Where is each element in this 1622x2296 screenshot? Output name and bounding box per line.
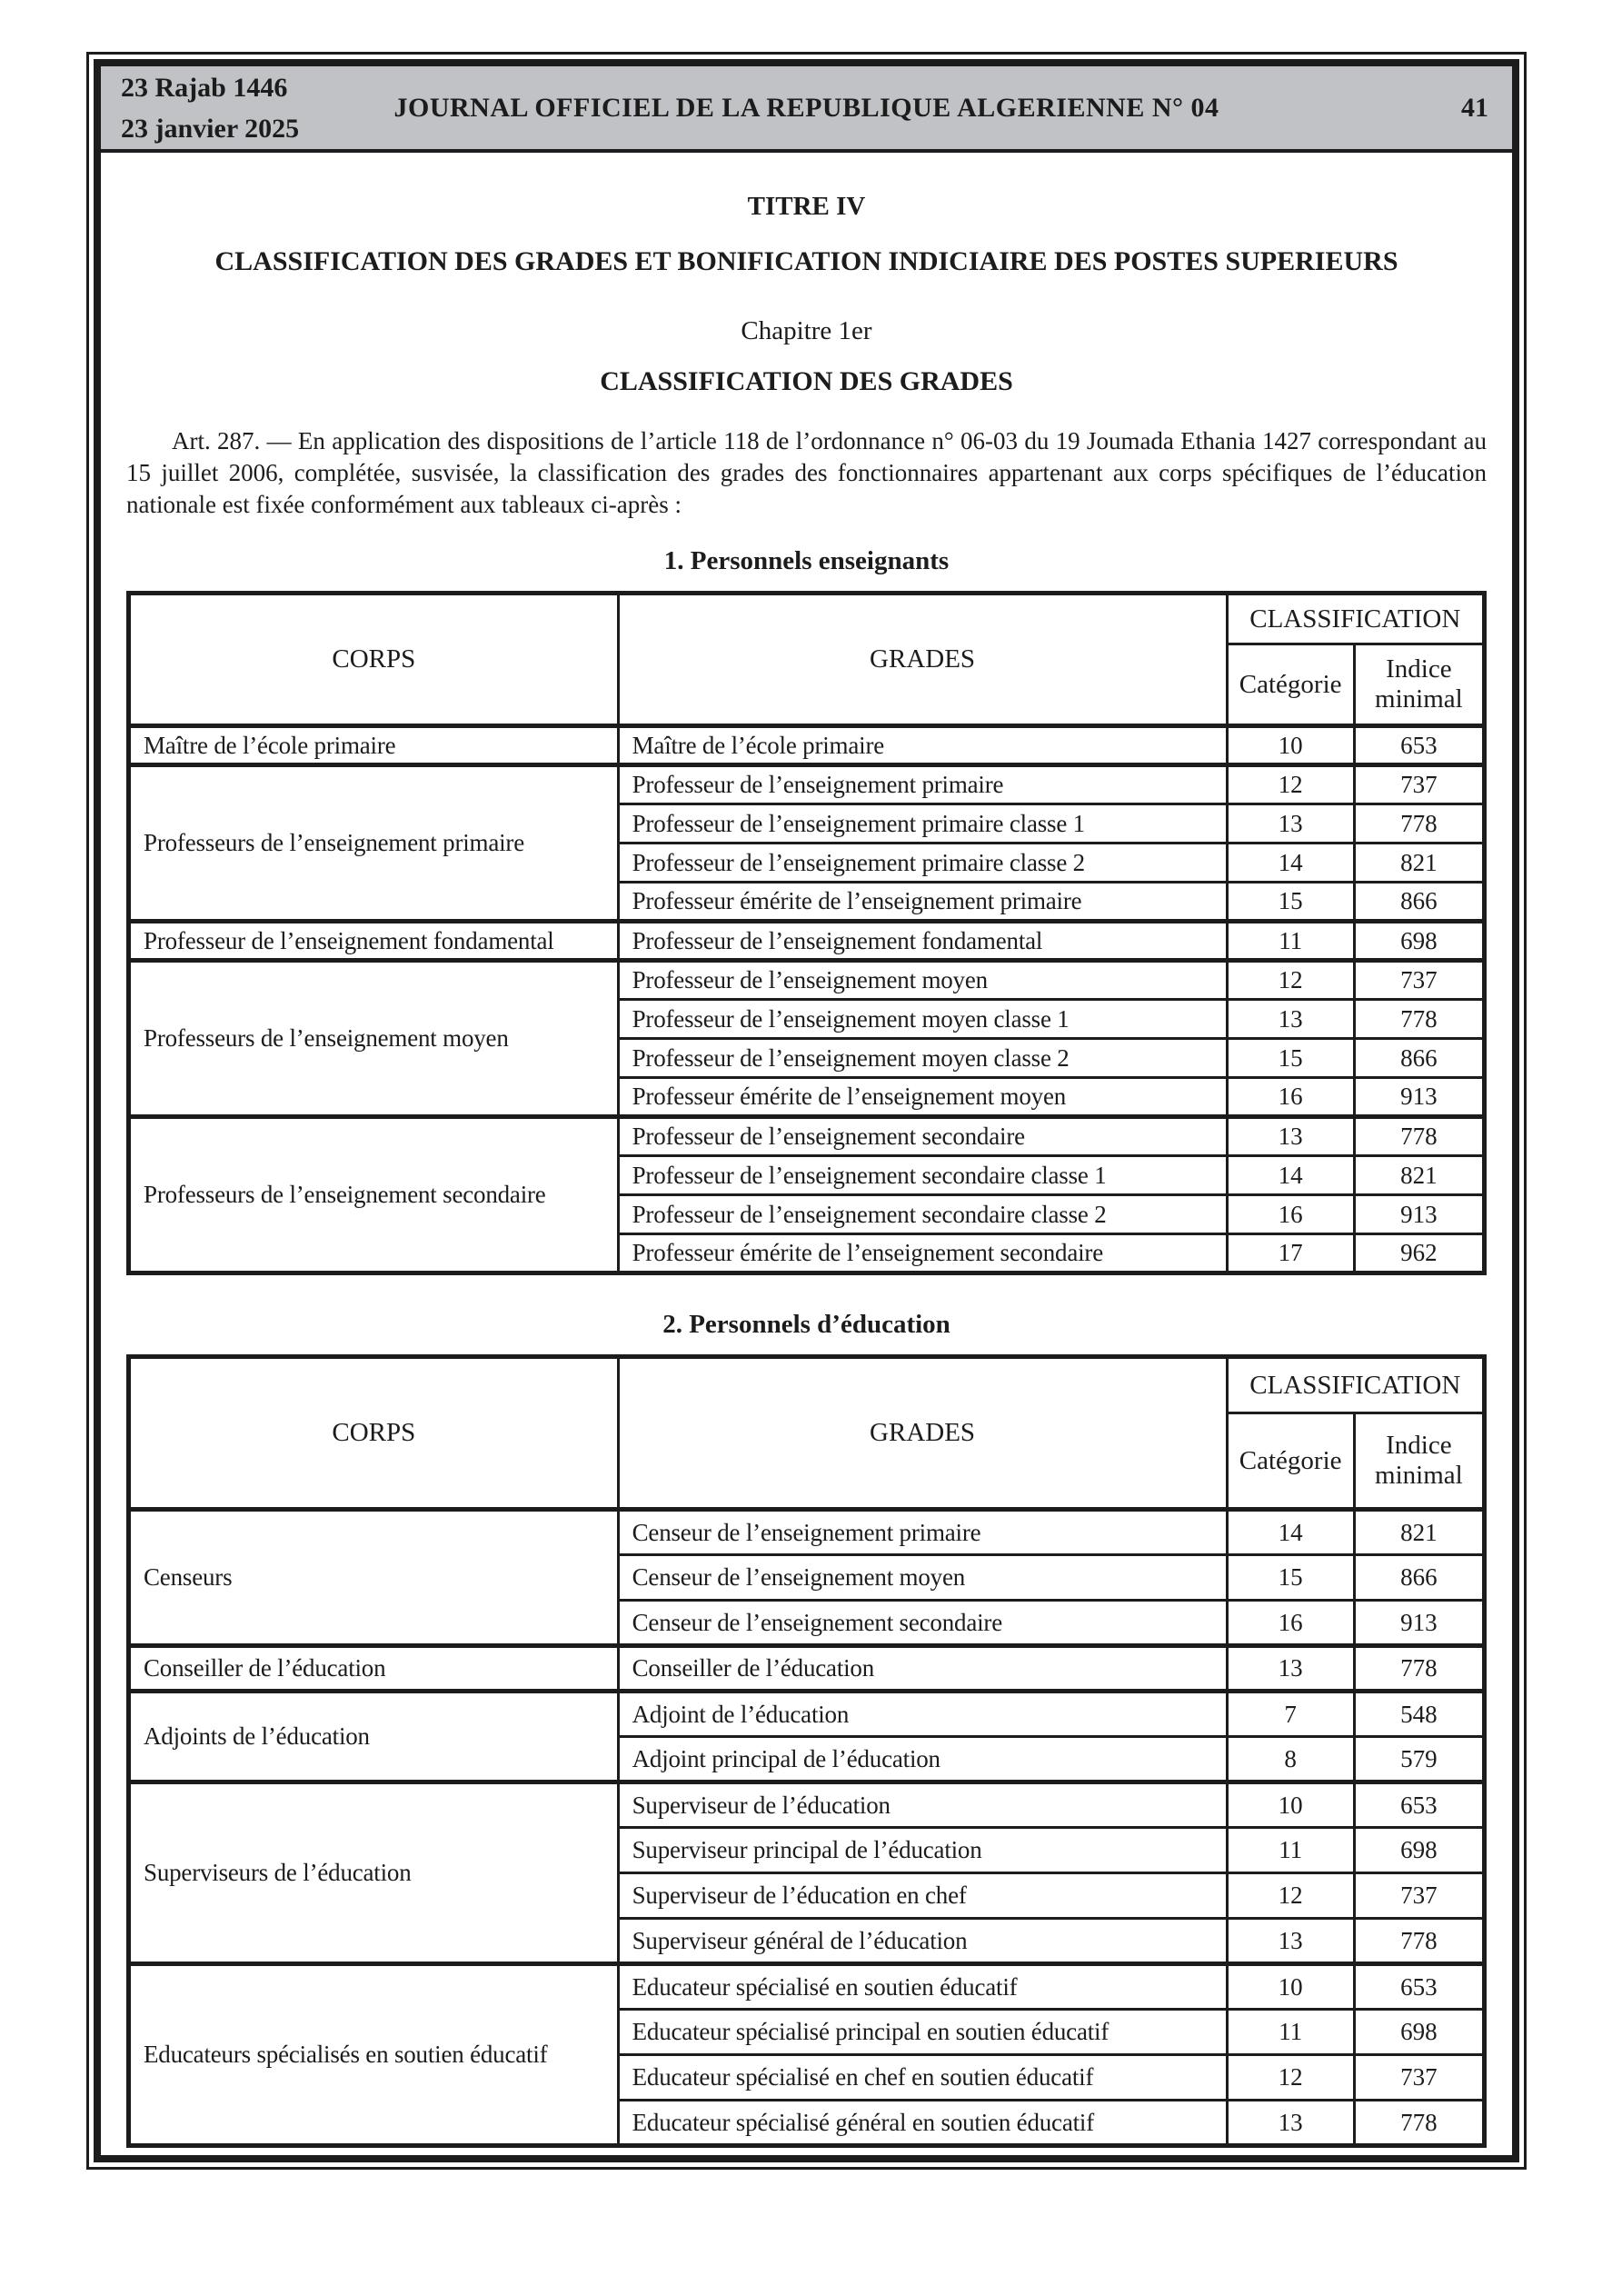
indice-minimal-cell: 737: [1354, 1873, 1484, 1919]
categorie-cell: 16: [1227, 1601, 1354, 1646]
categorie-cell: 16: [1227, 1078, 1354, 1117]
classification-header: CLASSIFICATION: [1227, 1357, 1484, 1413]
grade-cell: Professeur de l’enseignement moyen: [618, 961, 1227, 1000]
categorie-cell: 12: [1227, 2055, 1354, 2101]
grade-cell: Censeur de l’enseignement primaire: [618, 1510, 1227, 1555]
categorie-cell: 15: [1227, 883, 1354, 922]
grade-cell: Professeur de l’enseignement secondaire classe 2: [618, 1195, 1227, 1234]
table-row: [129, 765, 1485, 804]
categorie-cell: 11: [1227, 1828, 1354, 1873]
grade-cell: Professeur émérite de l’enseignement moyen: [618, 1078, 1227, 1117]
table-body: [129, 726, 1485, 1273]
corps-cell: Censeurs: [129, 1510, 619, 1646]
grade-cell: Superviseur général de l’éducation: [618, 1919, 1227, 1964]
categorie-header: Catégorie: [1227, 1413, 1354, 1510]
page-frame: [86, 52, 1527, 2170]
indice-minimal-cell: 778: [1354, 804, 1484, 844]
table-row: [129, 1117, 1485, 1156]
grade-cell: Professeur émérite de l’enseignement secondaire: [618, 1234, 1227, 1273]
categorie-header: Catégorie: [1227, 644, 1354, 726]
indice-minimal-cell: 821: [1354, 844, 1484, 883]
table-row: [129, 1692, 1485, 1737]
grade-cell: Professeur de l’enseignement moyen classe 2: [618, 1039, 1227, 1078]
categorie-cell: 11: [1227, 922, 1354, 961]
classification-table: [126, 591, 1487, 1275]
page-frame-inner: [94, 59, 1519, 2162]
categorie-cell: 12: [1227, 961, 1354, 1000]
titre-heading: TITRE IV: [747, 192, 866, 221]
indice-minimal-cell: 913: [1354, 1078, 1484, 1117]
grade-cell: Superviseur de l’éducation en chef: [618, 1873, 1227, 1919]
grade-cell: Professeur de l’enseignement secondaire: [618, 1117, 1227, 1156]
indice-minimal-cell: 778: [1354, 1117, 1484, 1156]
grade-cell: Professeur de l’enseignement primaire classe 1: [618, 804, 1227, 844]
date-hijri: 23 Rajab 1446: [121, 72, 288, 103]
indice-minimal-cell: 653: [1354, 1964, 1484, 2010]
indice-minimal-cell: 821: [1354, 1156, 1484, 1195]
indice-minimal-cell: 866: [1354, 1039, 1484, 1078]
grade-cell: Educateur spécialisé principal en soutien éducatif: [618, 2010, 1227, 2055]
article-label: Art. 287. —: [172, 427, 292, 454]
grade-cell: Censeur de l’enseignement secondaire: [618, 1601, 1227, 1646]
grade-cell: Educateur spécialisé en chef en soutien éducatif: [618, 2055, 1227, 2101]
table-caption: 1. Personnels enseignants: [663, 546, 950, 575]
indice-minimal-header: Indice minimal: [1354, 644, 1484, 726]
corps-cell: Maître de l’école primaire: [129, 726, 619, 765]
categorie-cell: 16: [1227, 1195, 1354, 1234]
corps-header: CORPS: [129, 594, 619, 726]
tables-root: [126, 544, 1487, 2148]
corps-cell: Professeurs de l’enseignement moyen: [129, 961, 619, 1117]
indice-minimal-cell: 866: [1354, 883, 1484, 922]
grade-cell: Professeur de l’enseignement moyen classe 1: [618, 1000, 1227, 1039]
corps-cell: Conseiller de l’éducation: [129, 1646, 619, 1692]
categorie-cell: 7: [1227, 1692, 1354, 1737]
categorie-cell: 17: [1227, 1234, 1354, 1273]
categorie-cell: 14: [1227, 1510, 1354, 1555]
journal-masthead: [101, 66, 1512, 153]
corps-cell: Superviseurs de l’éducation: [129, 1782, 619, 1964]
table-row: [129, 726, 1485, 765]
indice-minimal-cell: 866: [1354, 1555, 1484, 1601]
indice-minimal-cell: 821: [1354, 1510, 1484, 1555]
table-row: [129, 1646, 1485, 1692]
chapitre-heading: Chapitre 1er: [741, 316, 872, 345]
grade-cell: Professeur de l’enseignement fondamental: [618, 922, 1227, 961]
categorie-cell: 10: [1227, 1964, 1354, 2010]
categorie-cell: 12: [1227, 765, 1354, 804]
categorie-cell: 10: [1227, 726, 1354, 765]
grade-cell: Professeur de l’enseignement secondaire classe 1: [618, 1156, 1227, 1195]
page-content: [101, 153, 1512, 2155]
categorie-cell: 13: [1227, 1000, 1354, 1039]
categorie-cell: 11: [1227, 2010, 1354, 2055]
grade-cell: Adjoint principal de l’éducation: [618, 1737, 1227, 1782]
date-gregorian: 23 janvier 2025: [121, 113, 300, 144]
table-row: [129, 1782, 1485, 1828]
grade-cell: Conseiller de l’éducation: [618, 1646, 1227, 1692]
page-number: 41: [1461, 92, 1488, 123]
corps-cell: Educateurs spécialisés en soutien éducatif: [129, 1964, 619, 2146]
corps-cell: Professeurs de l’enseignement secondaire: [129, 1117, 619, 1273]
main-heading: CLASSIFICATION DES GRADES ET BONIFICATION INDICIAIRE DES POSTES SUPERIEURS: [214, 246, 1398, 276]
indice-minimal-cell: 579: [1354, 1737, 1484, 1782]
categorie-cell: 8: [1227, 1737, 1354, 1782]
categorie-cell: 15: [1227, 1039, 1354, 1078]
categorie-cell: 13: [1227, 1919, 1354, 1964]
grade-cell: Censeur de l’enseignement moyen: [618, 1555, 1227, 1601]
indice-minimal-cell: 778: [1354, 1000, 1484, 1039]
article-287-paragraph: [126, 425, 1487, 521]
table-row: [129, 1510, 1485, 1555]
indice-minimal-cell: 653: [1354, 1782, 1484, 1828]
table-body: [129, 1510, 1485, 2146]
indice-minimal-cell: 962: [1354, 1234, 1484, 1273]
indice-minimal-cell: 737: [1354, 765, 1484, 804]
grades-header: GRADES: [618, 594, 1227, 726]
table-header: [129, 1357, 1485, 1510]
categorie-cell: 13: [1227, 2101, 1354, 2146]
header-row-top: [129, 594, 1485, 644]
indice-minimal-cell: 653: [1354, 726, 1484, 765]
indice-minimal-cell: 698: [1354, 2010, 1484, 2055]
indice-minimal-cell: 778: [1354, 1646, 1484, 1692]
categorie-cell: 13: [1227, 804, 1354, 844]
indice-minimal-cell: 698: [1354, 922, 1484, 961]
indice-minimal-cell: 778: [1354, 2101, 1484, 2146]
grades-header: GRADES: [618, 1357, 1227, 1510]
categorie-cell: 13: [1227, 1117, 1354, 1156]
corps-cell: Professeurs de l’enseignement primaire: [129, 765, 619, 922]
grade-cell: Superviseur principal de l’éducation: [618, 1828, 1227, 1873]
grade-cell: Superviseur de l’éducation: [618, 1782, 1227, 1828]
grade-cell: Maître de l’école primaire: [618, 726, 1227, 765]
classification-header: CLASSIFICATION: [1227, 594, 1484, 644]
grade-cell: Educateur spécialisé en soutien éducatif: [618, 1964, 1227, 2010]
indice-minimal-cell: 737: [1354, 961, 1484, 1000]
indice-minimal-cell: 737: [1354, 2055, 1484, 2101]
section-heading: CLASSIFICATION DES GRADES: [600, 366, 1013, 396]
indice-minimal-cell: 778: [1354, 1919, 1484, 1964]
grade-cell: Professeur de l’enseignement primaire: [618, 765, 1227, 804]
categorie-cell: 15: [1227, 1555, 1354, 1601]
categorie-cell: 14: [1227, 844, 1354, 883]
indice-minimal-cell: 913: [1354, 1195, 1484, 1234]
grade-cell: Educateur spécialisé général en soutien éducatif: [618, 2101, 1227, 2146]
table-row: [129, 961, 1485, 1000]
grade-cell: Adjoint de l’éducation: [618, 1692, 1227, 1737]
corps-header: CORPS: [129, 1357, 619, 1510]
indice-minimal-cell: 698: [1354, 1828, 1484, 1873]
journal-title: JOURNAL OFFICIEL DE LA REPUBLIQUE ALGERIENNE N° 04: [393, 92, 1219, 123]
table-header: [129, 594, 1485, 726]
corps-cell: Adjoints de l’éducation: [129, 1692, 619, 1782]
article-text: En application des dispositions de l’article 118 de l’ordonnance n° 06-03 du 19 Joumada Ethania 1427 correspondant au 15 juillet 2006, complétée, susvisée, la classification des grades des fonctionnaires appartenant aux corps spécifiques de l’éducation nationale est fixée conformément aux tableaux ci-après :: [126, 427, 1488, 518]
grade-cell: Professeur de l’enseignement primaire classe 2: [618, 844, 1227, 883]
categorie-cell: 10: [1227, 1782, 1354, 1828]
indice-minimal-cell: 548: [1354, 1692, 1484, 1737]
categorie-cell: 14: [1227, 1156, 1354, 1195]
indice-minimal-cell: 913: [1354, 1601, 1484, 1646]
header-row-top: [129, 1357, 1485, 1413]
table-row: [129, 1964, 1485, 2010]
indice-minimal-header: Indice minimal: [1354, 1413, 1484, 1510]
corps-cell: Professeur de l’enseignement fondamental: [129, 922, 619, 961]
table-caption: 2. Personnels d’éducation: [662, 1310, 950, 1339]
classification-table: [126, 1354, 1487, 2148]
table-row: [129, 922, 1485, 961]
grade-cell: Professeur émérite de l’enseignement primaire: [618, 883, 1227, 922]
categorie-cell: 13: [1227, 1646, 1354, 1692]
categorie-cell: 12: [1227, 1873, 1354, 1919]
